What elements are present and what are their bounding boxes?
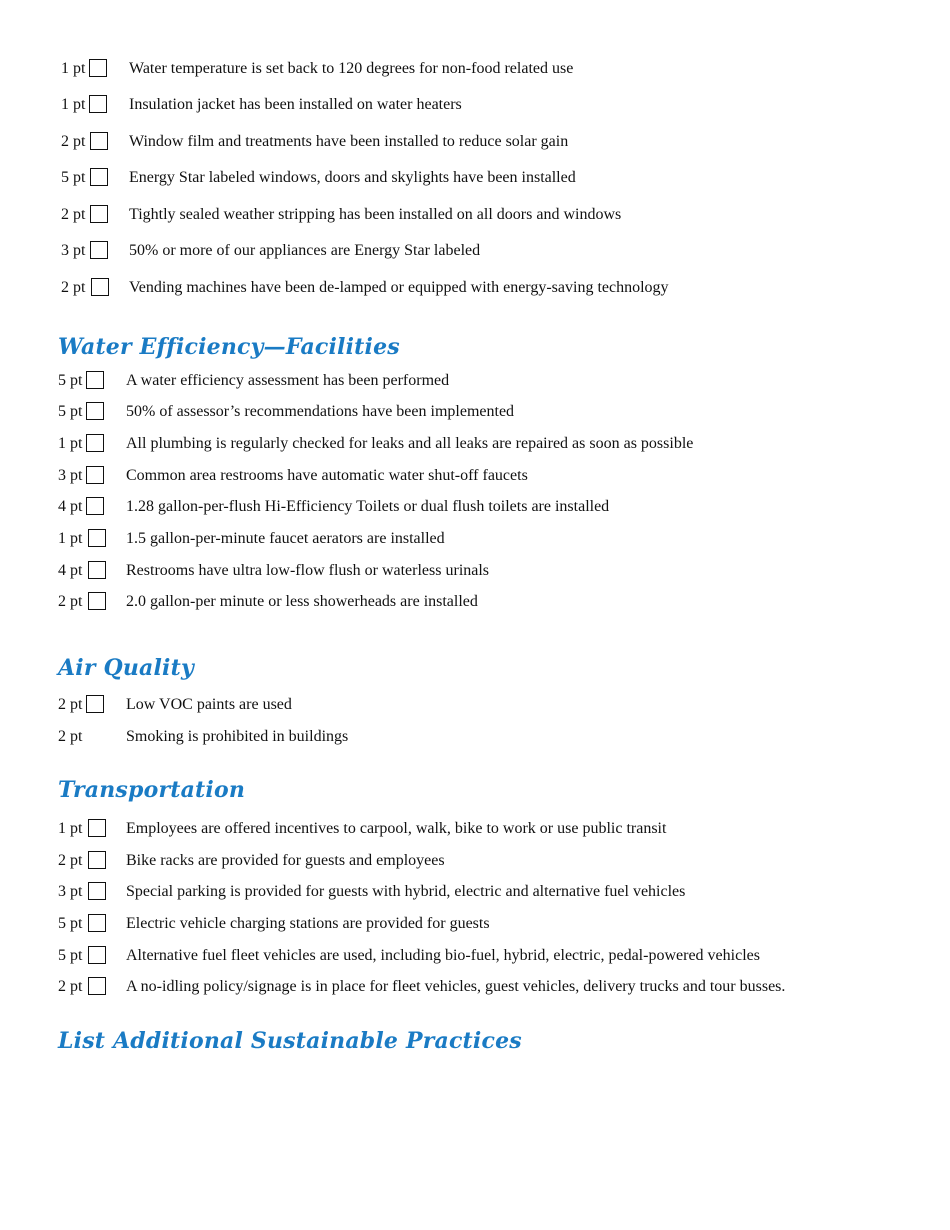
list-item xyxy=(58,975,898,999)
list-item xyxy=(61,166,761,190)
checkbox[interactable] xyxy=(86,402,104,420)
points-label: 3 pt xyxy=(61,242,86,259)
checkbox[interactable] xyxy=(88,946,106,964)
points-label: 5 pt xyxy=(58,947,83,964)
points-label: 2 pt xyxy=(58,728,83,745)
checkbox[interactable] xyxy=(88,882,106,900)
list-item xyxy=(61,57,761,81)
item-text: Restrooms have ultra low-flow flush or waterless urinals xyxy=(126,562,490,579)
item-text: A water efficiency assessment has been performed xyxy=(126,372,450,389)
list-item xyxy=(61,203,761,227)
checkbox[interactable] xyxy=(88,592,106,610)
item-text: Electric vehicle charging stations are provided for guests xyxy=(126,915,490,932)
item-text: 2.0 gallon-per minute or less showerheads are installed xyxy=(126,593,478,610)
checkbox[interactable] xyxy=(88,851,106,869)
points-label: 3 pt xyxy=(58,883,83,900)
item-text: Energy Star labeled windows, doors and skylights have been installed xyxy=(129,169,576,186)
item-text: Vending machines have been de-lamped or equipped with energy-saving technology xyxy=(129,279,669,296)
item-text: All plumbing is regularly checked for leaks and all leaks are repaired as soon as possible xyxy=(126,435,694,452)
list-item xyxy=(58,880,858,904)
item-text: Smoking is prohibited in buildings xyxy=(126,728,349,745)
list-item xyxy=(61,93,761,117)
points-label: 4 pt xyxy=(58,562,83,579)
list-item xyxy=(58,693,778,717)
list-item xyxy=(61,130,761,154)
item-text: Common area restrooms have automatic water shut-off faucets xyxy=(126,467,528,484)
item-text: Tightly sealed weather stripping has been installed on all doors and windows xyxy=(129,206,622,223)
points-label: 2 pt xyxy=(61,279,86,296)
points-label: 1 pt xyxy=(58,530,83,547)
item-text: 50% of assessor’s recommendations have been implemented xyxy=(126,403,515,420)
points-label: 2 pt xyxy=(58,978,83,995)
points-label: 2 pt xyxy=(61,133,86,150)
item-text: 50% or more of our appliances are Energy Star labeled xyxy=(129,242,481,259)
points-label: 3 pt xyxy=(58,467,83,484)
list-item xyxy=(61,239,761,263)
checkbox[interactable] xyxy=(89,59,107,77)
item-text: Employees are offered incentives to carpool, walk, bike to work or use public transit xyxy=(126,820,667,837)
section-heading-air: Air Quality xyxy=(58,655,194,681)
points-label: 1 pt xyxy=(61,60,86,77)
list-item xyxy=(58,849,858,873)
points-label: 5 pt xyxy=(58,372,83,389)
points-label: 1 pt xyxy=(58,435,83,452)
checkbox[interactable] xyxy=(86,434,104,452)
points-label: 1 pt xyxy=(61,96,86,113)
checkbox[interactable] xyxy=(90,132,108,150)
item-text: Window film and treatments have been installed to reduce solar gain xyxy=(129,133,569,150)
section-heading-water: Water Efficiency—Facilities xyxy=(58,334,400,360)
points-label: 5 pt xyxy=(58,915,83,932)
list-item xyxy=(61,276,761,300)
points-label: 1 pt xyxy=(58,820,83,837)
checkbox[interactable] xyxy=(86,695,104,713)
item-text: 1.28 gallon-per-flush Hi-Efficiency Toilets or dual flush toilets are installed xyxy=(126,498,610,515)
checkbox[interactable] xyxy=(89,95,107,113)
points-label: 2 pt xyxy=(61,206,86,223)
points-label: 4 pt xyxy=(58,498,83,515)
item-text: Insulation jacket has been installed on water heaters xyxy=(129,96,462,113)
checkbox[interactable] xyxy=(88,529,106,547)
checkbox[interactable] xyxy=(88,914,106,932)
item-text: Special parking is provided for guests with hybrid, electric and alternative fuel vehicles xyxy=(126,883,686,900)
checkbox[interactable] xyxy=(91,278,109,296)
checkbox[interactable] xyxy=(90,168,108,186)
checkbox[interactable] xyxy=(86,497,104,515)
checkbox[interactable] xyxy=(90,241,108,259)
list-item xyxy=(58,725,778,749)
checkbox[interactable] xyxy=(88,819,106,837)
list-item xyxy=(58,817,858,841)
list-item xyxy=(58,464,778,488)
checkbox[interactable] xyxy=(90,205,108,223)
points-label: 2 pt xyxy=(58,696,83,713)
points-label: 5 pt xyxy=(58,403,83,420)
item-text: 1.5 gallon-per-minute faucet aerators are installed xyxy=(126,530,445,547)
list-item xyxy=(58,369,778,393)
item-text: Bike racks are provided for guests and employees xyxy=(126,852,445,869)
list-item xyxy=(58,559,778,583)
list-item xyxy=(58,400,778,424)
checkbox[interactable] xyxy=(88,561,106,579)
checkbox[interactable] xyxy=(86,371,104,389)
list-item xyxy=(58,527,778,551)
section-heading-additional: List Additional Sustainable Practices xyxy=(58,1028,522,1054)
list-item xyxy=(58,495,778,519)
item-text: Water temperature is set back to 120 degrees for non-food related use xyxy=(129,60,574,77)
points-label: 2 pt xyxy=(58,852,83,869)
list-item xyxy=(58,590,778,614)
list-item xyxy=(58,944,858,968)
list-item xyxy=(58,432,778,456)
checkbox[interactable] xyxy=(86,466,104,484)
item-text: Low VOC paints are used xyxy=(126,696,292,713)
checkbox[interactable] xyxy=(88,977,106,995)
points-label: 5 pt xyxy=(61,169,86,186)
item-text: Alternative fuel fleet vehicles are used, including bio-fuel, hybrid, electric, pedal-powered vehicles xyxy=(126,947,760,964)
section-heading-transportation: Transportation xyxy=(58,777,246,803)
list-item xyxy=(58,912,858,936)
points-label: 2 pt xyxy=(58,593,83,610)
item-text: A no-idling policy/signage is in place for fleet vehicles, guest vehicles, delivery trucks and tour busses. xyxy=(126,978,786,995)
